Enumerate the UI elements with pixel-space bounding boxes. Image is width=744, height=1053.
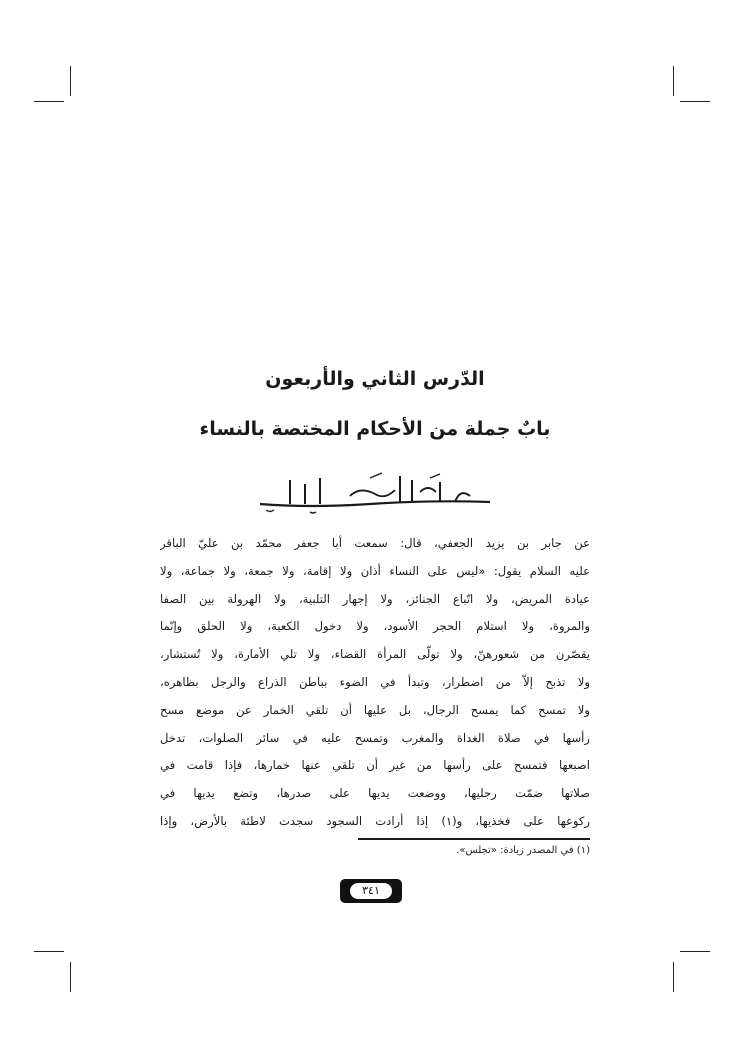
- footnote: (١) في المصدر زيادة: «تجلس».: [456, 845, 590, 856]
- crop-mark-bottom-right-vertical: [673, 962, 674, 992]
- text-line: صلاتها ضمّت رجليها، ووضعت يديها على صدرها، وتضع يديها في: [160, 786, 590, 801]
- text-line: ولا تمسح كما يمسح الرجال، بل عليها أن تلقي الخمار عن موضع مسح: [160, 702, 590, 717]
- text-line: والمروة، ولا استلام الحجر الأسود، ولا دخول الكعبة، ولا الحلق وإنّما: [160, 619, 590, 634]
- text-line: ركوعها على فخذيها، و(١) إذا أرادت السجود سجدت لاطئة بالأرض، وإذا: [160, 813, 590, 828]
- text-line: عليه السلام يقول: «ليس على النساء أذان ولا إقامة، ولا جمعة، ولا جماعة، ولا: [160, 563, 590, 578]
- crop-mark-bottom-left-horizontal: [34, 951, 64, 952]
- main-text: [160, 530, 590, 836]
- text-line: عن جابر بن يزيد الجعفي، قال: سمعت أبا جعفر محمّد بن عليّ الباقر: [160, 536, 590, 550]
- crop-mark-top-right-vertical: [673, 66, 674, 96]
- text-line: ولا تذبح إلاّ من اضطرار، وتبدأ في الضوء بباطن الذراع والرجل بظاهره،: [160, 674, 590, 689]
- crop-mark-top-left-horizontal: [34, 101, 64, 102]
- page-number: ٣٤١: [350, 883, 392, 899]
- text-line: رأسها في صلاة الغداة والمغرب وتمسح عليه في سائر الصلوات، تدخل: [160, 730, 590, 745]
- lesson-heading: الدّرس الثاني والأربعون: [265, 368, 485, 390]
- crop-mark-bottom-right-horizontal: [680, 951, 710, 952]
- basmala-calligraphy: [250, 466, 500, 516]
- footnote-divider: [358, 838, 590, 840]
- crop-mark-top-left-vertical: [70, 66, 71, 96]
- page-number-frame: [340, 879, 402, 903]
- chapter-heading: بابٌ جملة من الأحكام المختصة بالنساء: [199, 418, 551, 440]
- crop-mark-bottom-left-vertical: [70, 962, 71, 992]
- crop-mark-top-right-horizontal: [680, 101, 710, 102]
- text-line: يقصّرن من شعورهنّ، ولا تولّى المرأة القضاء، ولا تلي الأمارة، ولا تُستشار،: [160, 647, 590, 662]
- text-line: اصبعها فتمسح على رأسها من غير أن تلقي عنها خمارها، فإذا قامت في: [160, 758, 590, 773]
- text-line: عيادة المريض، ولا اتّباع الجنائز، ولا إجهار التلبية، ولا الهرولة بين الصفا: [160, 591, 590, 606]
- book-page: [160, 0, 590, 1053]
